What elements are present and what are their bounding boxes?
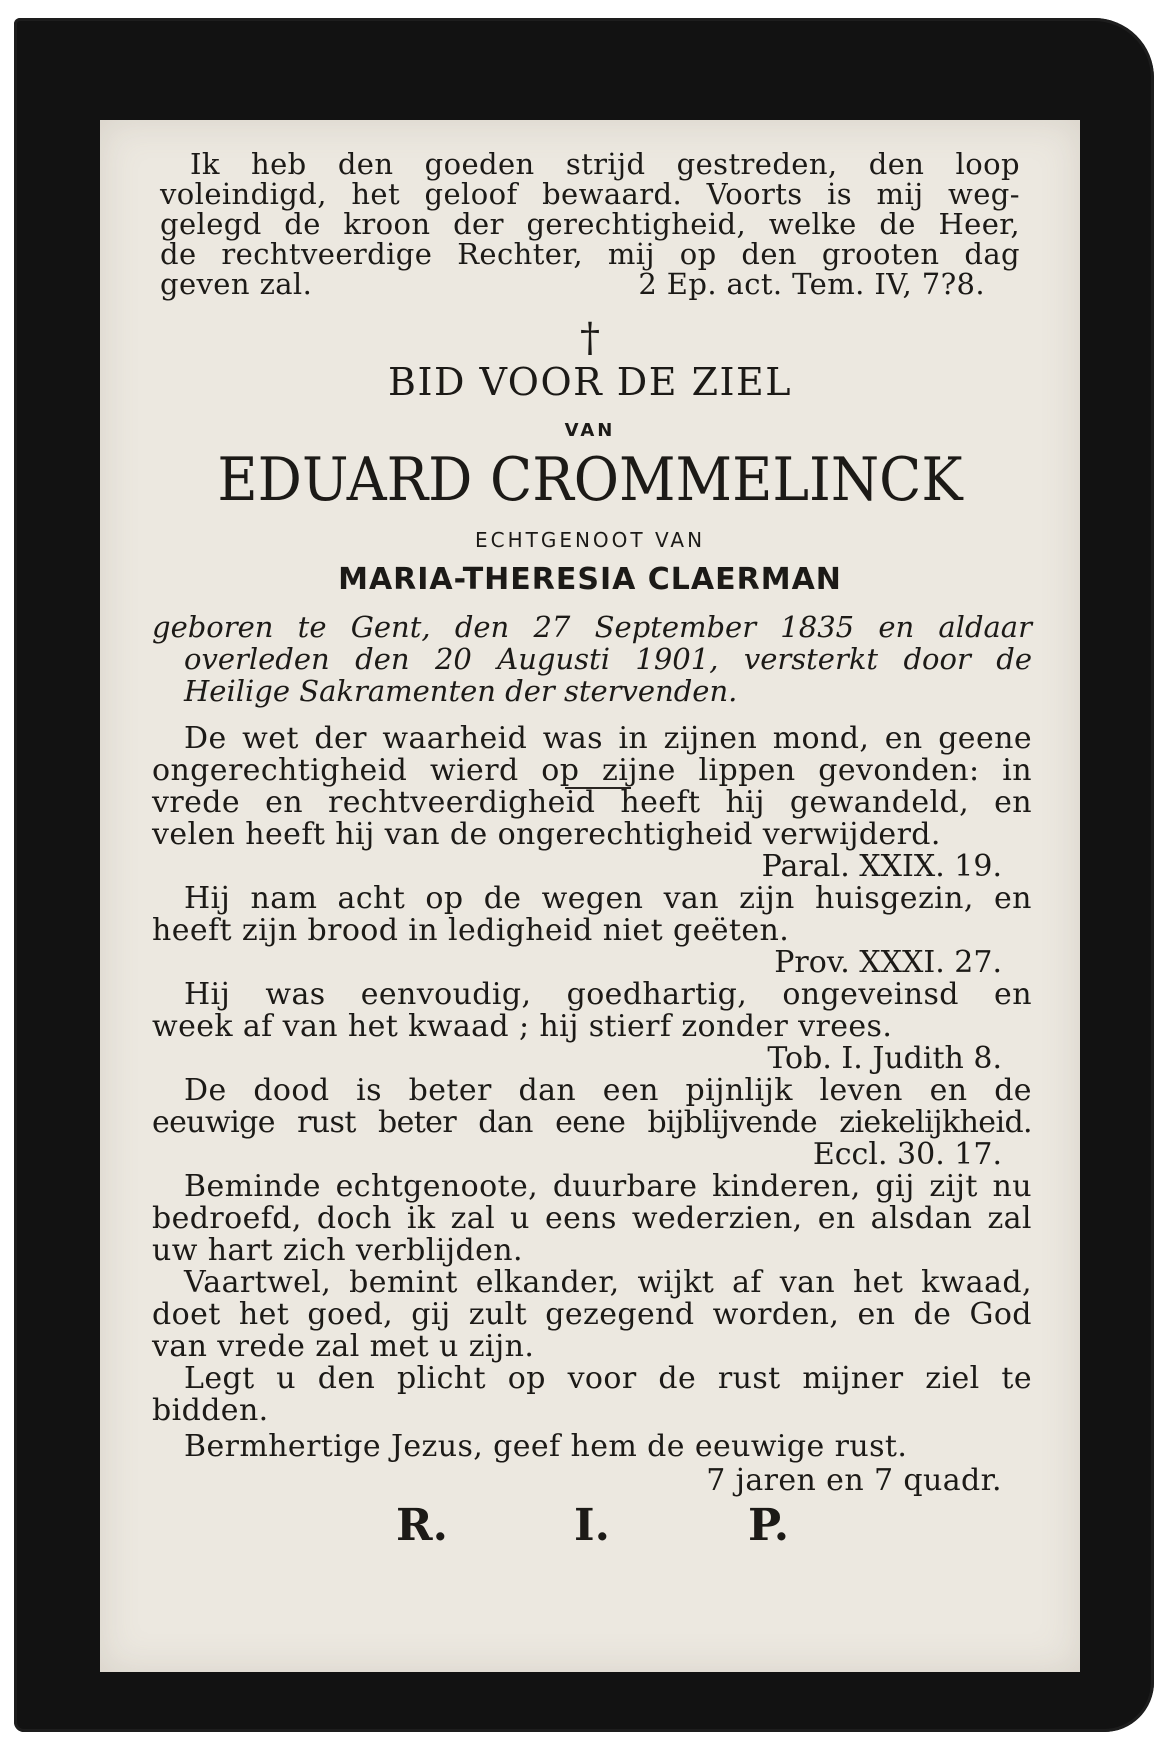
word: plicht — [397, 1361, 486, 1396]
word: gerechtigheid, — [526, 207, 747, 241]
word: der — [453, 207, 504, 241]
word: Vaartwel, — [184, 1265, 332, 1300]
word: rust — [297, 1105, 356, 1140]
word: Rechter, — [457, 237, 584, 271]
word: en — [265, 785, 303, 820]
word: wierd — [429, 753, 519, 788]
word: de — [658, 1361, 697, 1396]
word: en — [884, 721, 923, 756]
biography-line: Heilige Sakramenten der stervenden. — [184, 674, 738, 708]
word: 1901, — [635, 642, 719, 676]
verse-line — [152, 1106, 1032, 1140]
word: grooten — [821, 237, 940, 271]
word: den — [454, 610, 510, 644]
word: 27 — [533, 610, 571, 644]
verse-last-line: velen heeft hij van de ongerechtigheid verwijderd. — [152, 817, 941, 852]
word: kroon — [343, 207, 431, 241]
prayer-heading: BID VOOR DE ZIEL — [388, 360, 792, 404]
farewell-last-line: uw hart zich verblijden. — [152, 1233, 523, 1268]
word: het — [852, 1265, 904, 1300]
word: wijkt — [637, 1265, 715, 1300]
word: versterkt — [743, 642, 879, 676]
word: zult — [468, 1297, 528, 1332]
word: van — [779, 1265, 836, 1300]
word: mij — [876, 177, 924, 211]
word: mijner — [802, 1361, 904, 1396]
verse-line — [184, 978, 1032, 1012]
word: Heer, — [938, 207, 1020, 241]
word: bemint — [349, 1265, 458, 1300]
word: en — [878, 610, 915, 644]
word: den — [868, 147, 925, 181]
rip-letter: I. — [574, 1500, 610, 1551]
word: een — [602, 1073, 659, 1108]
farewell-line — [184, 1170, 1032, 1204]
verse-line — [152, 754, 1032, 788]
word: te — [1001, 1361, 1032, 1396]
word: elkander, — [475, 1265, 620, 1300]
verse-last-line: heeft zijn brood in ledigheid niet geëten. — [152, 913, 790, 948]
word: gij — [875, 1169, 915, 1204]
word: geboren — [152, 610, 274, 644]
farewell-line — [184, 1362, 1032, 1396]
word: en — [817, 1201, 856, 1236]
cross-icon: † — [580, 315, 600, 361]
word: wegen — [541, 881, 644, 916]
word: nu — [992, 1169, 1032, 1204]
word: dan — [518, 1073, 577, 1108]
word: Hij — [184, 881, 231, 916]
word: ziel — [925, 1361, 980, 1396]
word: der — [314, 721, 367, 756]
word: loop — [955, 147, 1020, 181]
word: te — [297, 610, 327, 644]
of-label: VAN — [564, 420, 616, 441]
word: aldaar — [938, 610, 1032, 644]
word: Augusti — [497, 642, 610, 676]
word: en — [857, 1297, 896, 1332]
word: alsdan — [870, 1201, 973, 1236]
word: kwaad, — [921, 1265, 1032, 1300]
word: doet — [152, 1297, 221, 1332]
word: goeden — [424, 147, 535, 181]
word: echtgenoote, — [335, 1169, 539, 1204]
word: mond, — [772, 721, 870, 756]
word: wet — [242, 721, 299, 756]
word: zijn — [739, 881, 795, 916]
word: kinderen, — [712, 1169, 861, 1204]
word: strijd — [565, 147, 646, 181]
word: vrede — [152, 785, 241, 820]
word: eens — [544, 1201, 617, 1236]
word: ongeveinsd — [782, 977, 959, 1012]
word: God — [969, 1297, 1032, 1332]
word: het — [351, 177, 401, 211]
word: September — [594, 610, 757, 644]
word: van — [663, 881, 719, 916]
farewell-line — [184, 1266, 1032, 1300]
verse-line — [184, 722, 1032, 756]
word: hij — [725, 785, 765, 820]
word: Gent, — [350, 610, 431, 644]
word: en — [994, 785, 1032, 820]
word: bijblijvende — [647, 1105, 818, 1140]
word: u — [510, 1201, 530, 1236]
word: duurbare — [552, 1169, 698, 1204]
word: op — [507, 1361, 546, 1396]
word: gezegend — [545, 1297, 695, 1332]
epigraph-line — [160, 237, 1020, 271]
verse-line — [184, 882, 1032, 916]
verse-reference: Tob. I. Judith 8. — [767, 1041, 1002, 1076]
word: acht — [337, 881, 406, 916]
word: De — [184, 1073, 227, 1108]
word: zijt — [929, 1169, 978, 1204]
word: gestreden, — [676, 147, 838, 181]
word: is — [827, 177, 853, 211]
word: Beminde — [184, 1169, 321, 1204]
rip-letter: R. — [396, 1500, 448, 1551]
word: Ik — [190, 147, 220, 181]
word: geloof — [424, 177, 518, 211]
card-paper — [100, 120, 1080, 1672]
word: door — [903, 642, 971, 676]
word: De — [184, 721, 227, 756]
word: zal — [987, 1201, 1032, 1236]
indulgence: 7 jaren en 7 quadr. — [706, 1463, 1002, 1498]
word: waarheid — [382, 721, 528, 756]
word: u — [276, 1361, 297, 1396]
word: was — [542, 721, 603, 756]
word: goed, — [307, 1297, 394, 1332]
word: den — [337, 147, 394, 181]
word: beter — [408, 1073, 492, 1108]
word: de — [284, 207, 321, 241]
word: welke — [768, 207, 857, 241]
word: was — [265, 977, 326, 1012]
word: heb — [251, 147, 307, 181]
epigraph-last-line: geven zal. — [160, 267, 313, 301]
word: op — [679, 237, 717, 271]
word: en — [929, 1073, 968, 1108]
word: in — [618, 721, 649, 756]
word: doch — [316, 1201, 392, 1236]
word: Hij — [184, 977, 231, 1012]
word: heeft — [620, 785, 701, 820]
verse-line — [184, 1074, 1032, 1108]
word: voor — [567, 1361, 637, 1396]
spouse-name: MARIA-THERESIA CLAERMAN — [338, 562, 842, 597]
word: rechtveerdigheid — [328, 785, 596, 820]
word: gewandeld, — [789, 785, 970, 820]
word: ik — [406, 1201, 436, 1236]
word: zijne — [602, 753, 676, 788]
word: het — [238, 1297, 290, 1332]
verse-reference: Prov. XXXI. 27. — [774, 945, 1002, 980]
word: worden, — [712, 1297, 840, 1332]
word: en — [994, 881, 1032, 916]
epigraph-line — [190, 147, 1020, 181]
word: bewaard. — [542, 177, 683, 211]
word: rechtveerdige — [221, 237, 433, 271]
biography-line — [152, 610, 1032, 644]
invocation: Bermhertige Jezus, geef hem de eeuwige rust. — [184, 1429, 908, 1464]
word: de — [994, 1073, 1032, 1108]
word: op — [425, 881, 464, 916]
word: de — [879, 207, 916, 241]
epigraph-reference: 2 Ep. act. Tem. IV, 7?8. — [638, 267, 985, 301]
word: de — [483, 881, 522, 916]
word: eenvoudig, — [360, 977, 532, 1012]
epigraph-line — [160, 207, 1020, 241]
word: dan — [478, 1105, 533, 1140]
mourning-card — [14, 18, 1154, 1732]
word: rust — [717, 1361, 781, 1396]
word: af — [732, 1265, 762, 1300]
spouse-of-label: ECHTGENOOT VAN — [474, 528, 706, 552]
word: Legt — [184, 1361, 255, 1396]
word: goedhartig, — [566, 977, 748, 1012]
word: dood — [253, 1073, 330, 1108]
epigraph-line — [160, 177, 1020, 211]
word: den — [355, 642, 410, 676]
word: en — [994, 977, 1032, 1012]
word: nam — [250, 881, 318, 916]
word: 1835 — [780, 610, 855, 644]
word: op — [541, 753, 580, 788]
word: leven — [819, 1073, 903, 1108]
word: huisgezin, — [814, 881, 974, 916]
word: lippen — [698, 753, 796, 788]
word: beter — [377, 1105, 457, 1140]
farewell-line — [152, 1298, 1032, 1332]
word: de — [160, 237, 197, 271]
word: gevonden: — [818, 753, 980, 788]
word: 20 — [434, 642, 472, 676]
farewell-last-line: bidden. — [152, 1393, 269, 1428]
word: overleden — [184, 642, 330, 676]
word: mij — [607, 237, 655, 271]
word: in — [1002, 753, 1032, 788]
word: wederzien, — [631, 1201, 803, 1236]
deceased-name: EDUARD CROMMELINCK — [217, 445, 963, 515]
rip-letter: P. — [748, 1500, 790, 1551]
word: zijnen — [663, 721, 758, 756]
word: den — [317, 1361, 376, 1396]
verse-reference: Eccl. 30. 17. — [812, 1137, 1002, 1172]
word: dag — [964, 237, 1020, 271]
farewell-line — [152, 1202, 1032, 1236]
verse-last-line: week af van het kwaad ; hij stierf zonder vrees. — [152, 1009, 893, 1044]
word: zal — [450, 1201, 496, 1236]
word: de — [996, 642, 1032, 676]
word: Voorts — [706, 177, 803, 211]
verse-line — [152, 786, 1032, 820]
verse-reference: Paral. XXIX. 19. — [761, 849, 1002, 884]
word: geene — [938, 721, 1032, 756]
biography-line — [184, 642, 1032, 676]
word: eeuwige — [152, 1105, 275, 1140]
word: de — [913, 1297, 952, 1332]
word: is — [356, 1073, 382, 1108]
word: voleindigd, — [160, 177, 327, 211]
word: ziekelijkheid. — [839, 1105, 1032, 1140]
word: den — [741, 237, 797, 271]
word: ongerechtigheid — [152, 753, 408, 788]
word: weg- — [948, 177, 1020, 211]
word: pijnlijk — [685, 1073, 793, 1108]
word: gelegd — [160, 207, 262, 241]
word: gij — [411, 1297, 451, 1332]
farewell-last-line: van vrede zal met u zijn. — [152, 1329, 535, 1364]
word: eene — [555, 1105, 626, 1140]
word: bedroefd, — [152, 1201, 302, 1236]
